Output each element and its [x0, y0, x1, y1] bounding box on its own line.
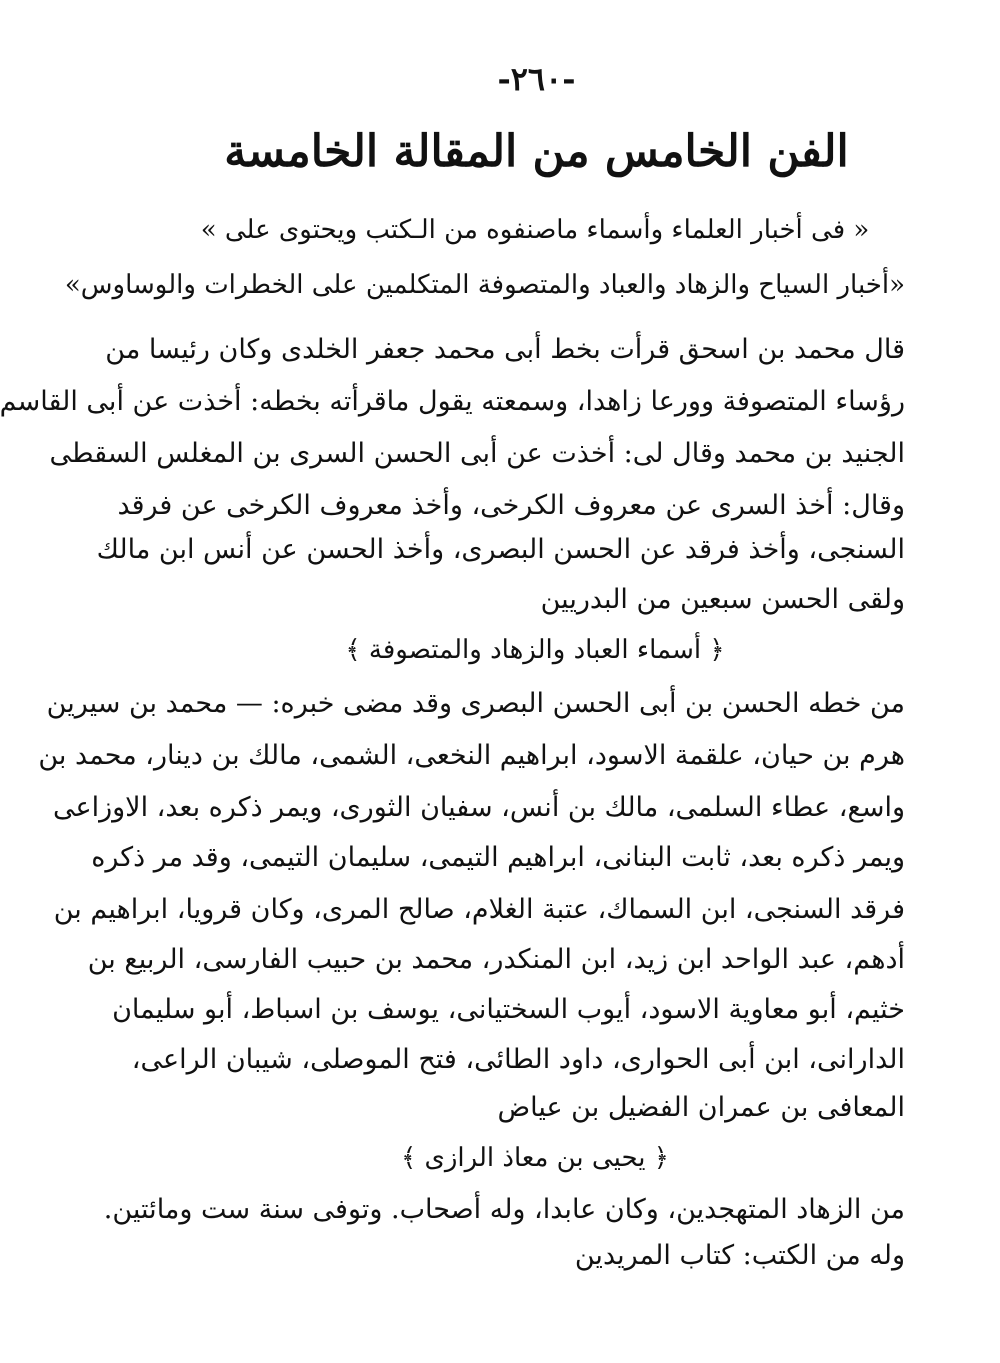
paragraph-1-line: ولقى الحسن سبعين من البدريين [540, 584, 905, 615]
subtitle-line-1: « فى أخبار العلماء وأسماء ماصنفوه من الـكتب ويحتوى على » [200, 215, 870, 245]
chapter-title: الفن الخامس من المقالة الخامسة [224, 126, 849, 177]
section-heading-2: ﴿ يحيى بن معاذ الرازى ﴾ [401, 1143, 669, 1173]
paragraph-1-line: السنجى، وأخذ فرقد عن الحسن البصرى، وأخذ الحسن عن أنس ابن مالك [96, 534, 905, 565]
paragraph-2-line: خثيم، أبو معاوية الاسود، أيوب السختيانى، يوسف بن اسباط، أبو سليمان [112, 994, 905, 1025]
paragraph-2-line: واسع، عطاء السلمى، مالك بن أنس، سفيان الثورى، ويمر ذكره بعد، الاوزاعى [52, 792, 905, 823]
paragraph-1-line: الجنيد بن محمد وقال لى: أخذت عن أبى الحسن السرى بن المغلس السقطى [49, 438, 905, 469]
paragraph-1-line: وقال: أخذ السرى عن معروف الكرخى، وأخذ معروف الكرخى عن فرقد [117, 490, 905, 521]
paragraph-2-line: الدارانى، ابن أبى الحوارى، داود الطائى، فتح الموصلى، شيبان الراعى، [131, 1044, 905, 1075]
page-number: -٢٦٠- [497, 60, 576, 98]
paragraph-2-line: المعافى بن عمران الفضيل بن عياض [497, 1092, 905, 1123]
paragraph-3-line: وله من الكتب: كتاب المريدين [574, 1240, 905, 1271]
subtitle-line-2: «أخبار السياح والزهاد والعباد والمتصوفة المتكلمين على الخطرات والوساوس» [64, 270, 905, 300]
paragraph-3-line: من الزهاد المتهجدين، وكان عابدا، وله أصحاب. وتوفى سنة ست ومائتين. [103, 1194, 905, 1225]
paragraph-1-line: قال محمد بن اسحق قرأت بخط أبى محمد جعفر الخلدى وكان رئيسا من [105, 334, 905, 365]
paragraph-2-line: من خطه الحسن بن أبى الحسن البصرى وقد مضى خبره: — محمد بن سيرين [46, 688, 905, 719]
paragraph-1-line: رؤساء المتصوفة وورعا زاهدا، وسمعته يقول ماقرأته بخطه: أخذت عن أبى القاسم [0, 386, 905, 417]
paragraph-2-line: هرم بن حيان، علقمة الاسود، ابراهيم النخعى، الشمى، مالك بن دينار، محمد بن [38, 740, 905, 771]
paragraph-2-line: أدهم، عبد الواحد ابن زيد، ابن المنكدر، محمد بن حبيب الفارسى، الربيع بن [87, 944, 905, 975]
paragraph-2-line: ويمر ذكره بعد، ثابت البنانى، ابراهيم التيمى، سليمان التيمى، وقد مر ذكره [91, 842, 905, 873]
paragraph-2-line: فرقد السنجى، ابن السماك، عتبة الغلام، صالح المرى، وكان قرويا، ابراهيم بن [53, 894, 905, 925]
section-heading-1: ﴿ أسماء العباد والزهاد والمتصوفة ﴾ [345, 635, 725, 665]
